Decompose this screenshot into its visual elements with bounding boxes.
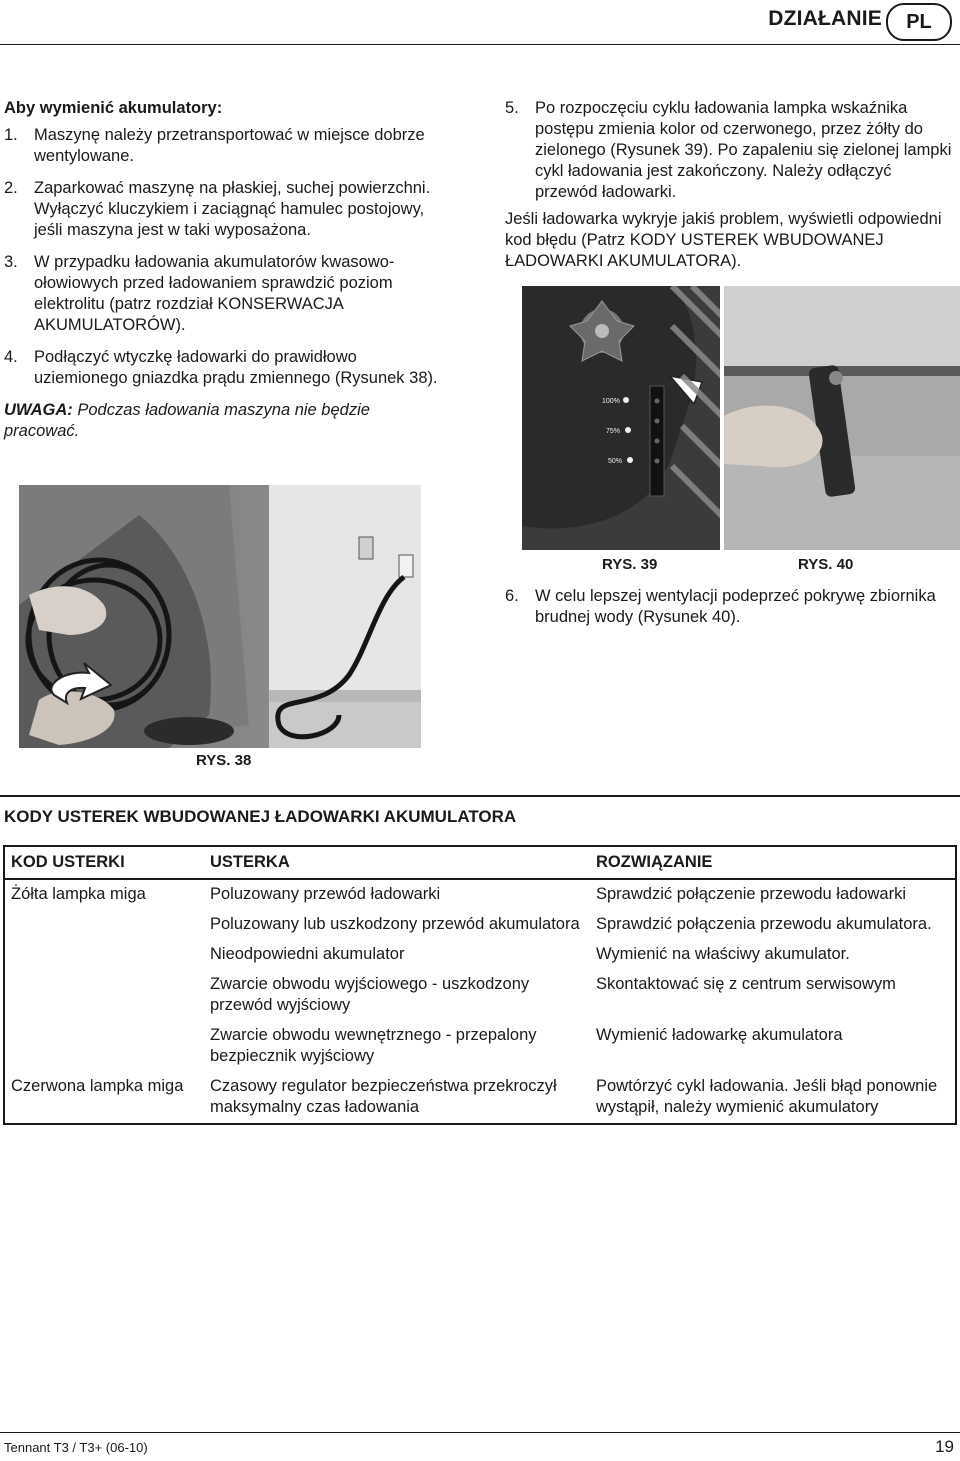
indicator-label-100: 100% — [602, 398, 620, 405]
step-text: Maszynę należy przetransportować w miejsce dobrze wentylowane. — [34, 126, 425, 165]
step-text: W celu lepszej wentylacji podeprzeć pokrywę zbiornika brudnej wody (Rysunek 40). — [535, 587, 936, 626]
cell-solution: Sprawdzić połączenie przewodu ładowarki — [596, 885, 906, 903]
table-row — [4, 1021, 956, 1072]
indicator-label-75: 75% — [606, 428, 621, 435]
cell-fault: Zwarcie obwodu wewnętrznego - przepalony bezpiecznik wyjściowy — [210, 1026, 537, 1065]
table-row — [4, 879, 956, 910]
table-row — [4, 1072, 956, 1124]
section-title: DZIAŁANIE — [768, 7, 882, 30]
step-1 — [4, 125, 444, 167]
cell-code — [4, 940, 204, 970]
step-6-block — [505, 586, 957, 639]
cell-fault: Nieodpowiedni akumulator — [210, 945, 405, 963]
figure-40-caption: RYS. 40 — [798, 556, 854, 573]
cell-solution: Wymienić na właściwy akumulator. — [596, 945, 850, 963]
header-divider — [0, 44, 960, 45]
footer-model: Tennant T3 / T3+ (06-10) — [4, 1440, 148, 1455]
fault-codes-table — [3, 845, 957, 1125]
step-3 — [4, 252, 444, 336]
cell-code: Żółta lampka miga — [11, 885, 146, 903]
instructions-heading: Aby wymienić akumulatory: — [4, 99, 223, 117]
step-number: 2. — [4, 179, 18, 197]
cell-solution: Skontaktować się z centrum serwisowym — [596, 975, 896, 993]
indicator-label-50: 50% — [608, 458, 623, 465]
figure-38-photo — [19, 485, 421, 748]
note-label: UWAGA: — [4, 401, 73, 419]
step-text: Podłączyć wtyczkę ładowarki do prawidłowo uziemionego gniazdka prądu zmiennego (Rysunek 38). — [34, 348, 438, 387]
cell-fault: Poluzowany przewód ładowarki — [210, 885, 441, 903]
cell-fault: Poluzowany lub uszkodzony przewód akumulatora — [210, 915, 580, 933]
fault-codes-title: KODY USTEREK WBUDOWANEJ ŁADOWARKI AKUMULATORA — [4, 807, 517, 826]
step-5 — [505, 98, 957, 203]
note — [4, 400, 444, 442]
step-number: 5. — [505, 99, 519, 117]
cell-solution: Powtórzyć cykl ładowania. Jeśli błąd ponownie wystąpił, należy wymienić akumulatory — [596, 1077, 938, 1116]
column-header-fault: USTERKA — [204, 846, 590, 879]
cell-solution: Wymienić ładowarkę akumulatora — [596, 1026, 843, 1044]
cell-code — [4, 910, 204, 940]
figure-39-40-photo — [522, 286, 960, 550]
right-column — [505, 98, 957, 282]
step-text: W przypadku ładowania akumulatorów kwasowo-ołowiowych przed ładowaniem sprawdzić poziom elektrolitu (patrz rozdział KONSERWACJA AKUMULATORÓW). — [34, 253, 395, 334]
table-header-row — [4, 846, 956, 879]
column-header-solution: ROZWIĄZANIE — [590, 846, 956, 879]
step-2 — [4, 178, 444, 241]
left-column — [4, 98, 444, 442]
page-number: 19 — [935, 1437, 954, 1456]
step-number: 1. — [4, 126, 18, 144]
table-row — [4, 940, 956, 970]
step-text: Zaparkować maszynę na płaskiej, suchej powierzchni. Wyłączyć kluczykiem i zaciągnąć hamulec postojowy, jeśli maszyna jest w taki wyposażona. — [34, 179, 431, 239]
note-text: Podczas ładowania maszyna nie będzie pracować. — [4, 401, 370, 440]
language-badge: PL — [886, 3, 952, 41]
figure-38-caption: RYS. 38 — [196, 752, 252, 769]
section-divider — [0, 795, 960, 797]
cell-code: Czerwona lampka miga — [11, 1077, 184, 1095]
step-number: 4. — [4, 348, 18, 366]
step-number: 3. — [4, 253, 18, 271]
footer-divider — [0, 1432, 960, 1433]
step-text: Po rozpoczęciu cyklu ładowania lampka wskaźnika postępu zmienia kolor od czerwonego, przez żółty do zielonego (Rysunek 39). Po zapaleniu się zielonej lampki cykl ładowania jest zakończony. Należy odłączyć przewód ładowarki. — [535, 99, 952, 201]
cell-code — [4, 1021, 204, 1072]
table-row — [4, 910, 956, 940]
error-code-paragraph: Jeśli ładowarka wykryje jakiś problem, wyświetli odpowiedni kod błędu (Patrz KODY USTEREK WBUDOWANEJ ŁADOWARKI AKUMULATORA). — [505, 210, 942, 270]
table-row — [4, 970, 956, 1021]
column-header-code: KOD USTERKI — [4, 846, 204, 879]
cell-fault: Czasowy regulator bezpieczeństwa przekroczył maksymalny czas ładowania — [210, 1077, 557, 1116]
figure-39-caption: RYS. 39 — [602, 556, 658, 573]
cell-fault: Zwarcie obwodu wyjściowego - uszkodzony przewód wyjściowy — [210, 975, 530, 1014]
step-4 — [4, 347, 444, 389]
step-6 — [505, 586, 957, 628]
cell-solution: Sprawdzić połączenia przewodu akumulatora. — [596, 915, 932, 933]
step-number: 6. — [505, 587, 519, 605]
cell-code — [4, 970, 204, 1021]
indicator-and-lid-photo — [522, 286, 960, 550]
charger-cord-photo — [19, 485, 421, 748]
